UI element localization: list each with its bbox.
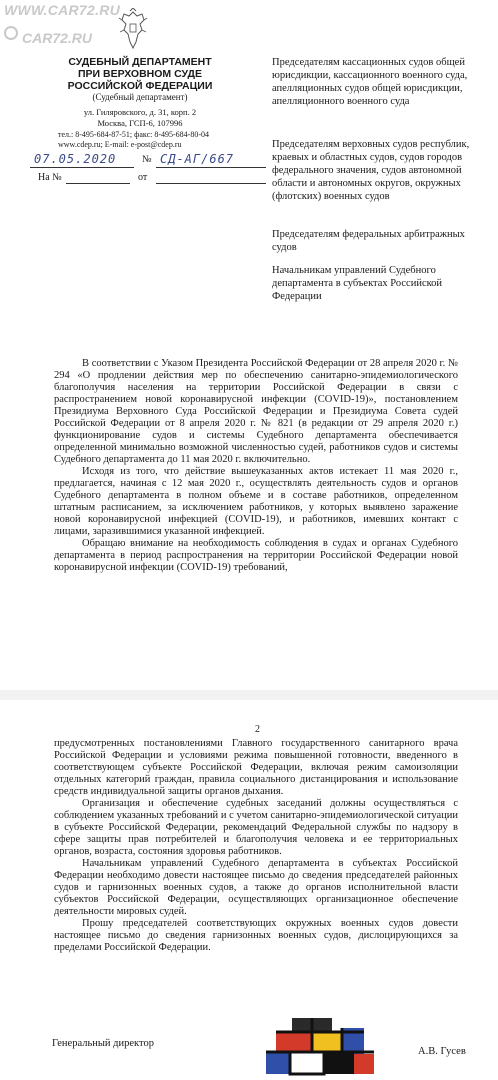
sender-block (40, 56, 240, 129)
addressee-1: Председателям кассационных судов общей юрисдикции, кассационного военного суда, апелляционных судов общей юрисдикции, апелляционного военного суда (272, 57, 468, 107)
reference-number-line (66, 183, 130, 184)
signatory-title: Генеральный директор (52, 1038, 154, 1049)
sender-web: www.cdep.ru; E-mail: e-post@cdep.ru (58, 140, 182, 149)
sender-phone: тел.: 8-495-684-87-51; факс: 8-495-684-80-04 (58, 130, 209, 139)
paragraph: Исходя из того, что действие вышеуказанных актов истекает 11 мая 2020 г., предлагается, начиная с 12 мая 2020 г., осуществлять деятельность судов и органов Судебного департамента в полном объеме и в составе работников, определенном штатным расписанием, за исключением работников, у которых выявлено заражение новой коронавирусной инфекцией (COVID-19), и работников, имевших контакт с лицами, заразившимися указанной инфекцией. (54, 466, 458, 537)
watermark-brand: CAR72.RU (22, 30, 93, 46)
reference-ot-label: от (138, 172, 148, 183)
paragraph: Организация и обеспечение судебных заседаний должны осуществляться с соблюдением указанных требований и с учетом санитарно-эпидемиологической ситуации в субъекте Российской Федерации, рекомендаций Федеральной службы по надзору в сфере защиты прав потребителей и благополучия человека и ее территориальных органов, возраста, состояния здоровья работников. (54, 798, 458, 857)
reference-date-line (156, 183, 266, 184)
signature-redaction-mark (262, 1018, 382, 1080)
paragraph: Начальникам управлений Судебного департамента в субъектах Российской Федерации необходимо довести настоящее письмо до сведения председателей районных судов и гарнизонных военных судов, а также до органов исполнительной власти субъектов Российской Федерации, осуществляющих организационное обеспечение деятельности мировых судей. (54, 858, 458, 917)
watermark-site: WWW.CAR72.RU (4, 2, 121, 18)
paragraph: Обращаю внимание на необходимость соблюдения в судах и органах Судебного департамента в период распространения на территории Российской Федерации новой коронавирусной инфекции (COVID-19) требований, (54, 538, 458, 573)
sender-line-2: ПРИ ВЕРХОВНОМ СУДЕ (77, 68, 203, 80)
addressee-3: Председателям федеральных арбитражных судов (272, 229, 465, 253)
signatory-name: А.В. Гусев (418, 1046, 466, 1057)
coat-of-arms-icon (118, 8, 148, 52)
sender-address-1: ул. Гиляровского, д. 31, корп. 2 (83, 107, 197, 117)
registration-number: СД-АГ/667 (160, 152, 235, 166)
date-underline (30, 167, 134, 168)
sender-line-1: СУДЕБНЫЙ ДЕПАРТАМЕНТ (68, 56, 212, 68)
addressee-2: Председателям верховных судов республик, краевых и областных судов, судов городов федерального значения, судов автономной области и автономных округов, окружных (флотских) военных судов (272, 139, 470, 202)
addressee-4: Начальникам управлений Судебного департамента в субъектах Российской Федерации (272, 265, 443, 302)
page-2-body (54, 738, 458, 954)
sender-contacts (58, 130, 258, 150)
paragraph-continuation: предусмотренных постановлениями Главного государственного санитарного врача Российской Федерации и условиями режима повышенной готовности, введенного в соответствующем субъекте Российской Федерации, включая режим самоизоляции отдельных категорий граждан, правила социального дистанцирования и использование средств индивидуальной защиты органов дыхания. (54, 738, 458, 797)
page-number: 2 (255, 724, 260, 735)
reference-row (30, 172, 270, 186)
paragraph: В соответствии с Указом Президента Российской Федерации от 28 апреля 2020 г. № 294 «О продлении действия мер по обеспечению санитарно-эпидемиологического благополучия населения на территории Российской Федерации в связи с распространением новой коронавирусной инфекции (COVID-19)», постановлением Президиума Верховного Суда Российской Федерации и Президиума Совета судей Российской Федерации от 8 апреля 2020 г. № 821 (в редакции от 29 апреля 2020 г.) функционирование судов и системы Судебного департамента обеспечивается определенной минимально возможной численностью судей, работников судов и системы Судебного департамента до 11 мая 2020 г. включительно. (54, 358, 458, 465)
sender-line-4: (Судебный департамент) (92, 92, 188, 102)
document-page-2 (0, 700, 498, 1080)
sender-address-2: Москва, ГСП-6, 107996 (97, 118, 183, 128)
registration-date: 07.05.2020 (34, 152, 117, 166)
registration-no-label: № (142, 154, 152, 165)
watermark-logo-icon (4, 26, 18, 40)
page-1-body (54, 358, 458, 574)
number-underline (156, 167, 266, 168)
reference-na-label: На № (38, 172, 62, 183)
paragraph: Прошу председателей соответствующих окружных военных судов довести настоящее письмо до сведения гарнизонных военных судов, дислоцирующихся за пределами Российской Федерации. (54, 918, 458, 953)
sender-line-3: РОССИЙСКОЙ ФЕДЕРАЦИИ (67, 80, 213, 92)
registration-row (30, 152, 270, 170)
